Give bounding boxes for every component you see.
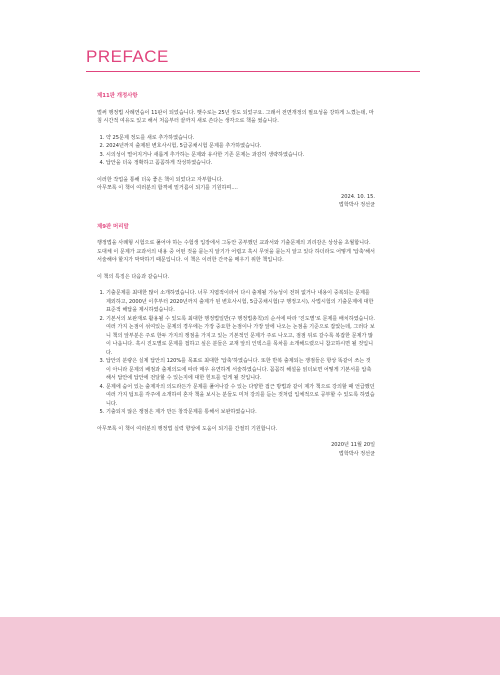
list-item: 1. 약 25문제 정도를 새로 추가하였습니다. bbox=[106, 134, 375, 143]
change-list bbox=[97, 134, 375, 168]
preface-body bbox=[97, 92, 375, 458]
title-divider bbox=[86, 71, 420, 72]
author-signature: 법학박사 정선균 bbox=[338, 202, 375, 208]
list-item: 2. 기본서의 보완재로 활용될 수 있도록 최대한 행정법일반(구 행정법총칙)의 순서에 따라 '진도별'로 문제를 배치하였습니다. 여러 가지 논점이 섞여있는 문제의 경우에는 가장 중요한 논점이나 가장 앞에 나오는 논점을 기준으로 잡았는데, 그러다 보니 책의 앞부분은 주로 한두 가지의 쟁점을 가지고 있는 기본적인 문제가 주로 나오고, 점점 뒤로 갈수록 복잡한 문제가 많이 나옵니다. 혹시 진도별로 문제를 접하고 싶은 분들은 교재 앞의 인덱스를 목차를 소개해드렸으니 참고하시면 될 것입니다. bbox=[106, 315, 375, 358]
list-item: 3. 시의성이 떨어지거나 새롭게 추가하는 문제와 유사한 기존 문제는 과감히 생략하였습니다. bbox=[106, 151, 375, 160]
closing-line: 이러한 작업을 통해 더욱 좋은 책이 되었다고 자부합니다. bbox=[97, 176, 224, 183]
page-title: PREFACE bbox=[86, 47, 169, 66]
closing-line: 아무쪼록 이 책이 여러분의 행정법 실력 향상에 도움이 되기를 간절히 기원합니다. bbox=[97, 425, 278, 432]
author-signature: 법학박사 정선균 bbox=[338, 450, 375, 457]
list-item: 1. 기출문제를 최대한 많이 소개하였습니다. 너무 지엽적이라서 다시 출제될 가능성이 전혀 없거나 내용이 중복되는 문제를 제외하고, 2000년 이후부터 2020년까지 출제가 된 변호사시험, 5급공채시험(구 행정고시), 사법시험의 기출문제에 대한 표준적 해답을 제시하였습니다. bbox=[106, 289, 375, 315]
footer-band bbox=[0, 617, 500, 675]
preface-date: 2020년 11월 20일 bbox=[331, 442, 375, 448]
section-heading: 제11판 개정사항 bbox=[97, 93, 138, 99]
features-intro: 이 책의 특징은 다음과 같습니다. bbox=[97, 273, 170, 280]
section-preface-9 bbox=[97, 223, 375, 459]
list-item: 4. 문제에 숨어 있는 출제자의 의도라든가 문제를 풀어나갈 수 있는 다양한 접근 방법과 같이 제가 책으로 강의할 때 언급했던 여러 가지 팁트를 각주에 소개하여 혼자 책을 보시는 분들도 미처 강의를 듣는 것처럼 입체적으로 공부할 수 있도록 하였습니다. bbox=[106, 383, 375, 409]
intro-paragraph: 벌써 행정법 사례연습이 11판이 되었습니다. 햇수로는 25년 정도 되었구요. 그래서 전면개정의 필요성을 강하게 느꼈는데, 마침 시간적 여유도 있고 해서 처음부터 끝까지 새로 쓴다는 생각으로 책을 썼습니다. bbox=[97, 109, 374, 124]
list-item: 2. 2024년까지 출제된 변호사시험, 5급공채시험 문제를 추가하였습니다. bbox=[106, 142, 375, 151]
section-revision-11 bbox=[97, 92, 375, 210]
list-item: 3. 답안의 분량은 실제 답안의 120%를 목표로 최대한 '압축'하였습니다. 또한 반복 출제되는 쟁점들은 항상 똑같이 쓰는 것이 아니라 문제의 배점과 출제의도에 따라 매우 유연하게 서술하였습니다. 꼼꼼히 해설을 읽더보면 어떻게 기본서를 압축해서 답안에 답안에 전달할 수 있는지에 대한 힌트를 얻게 될 것입니다. bbox=[106, 357, 375, 383]
section-heading: 제9판 머리말 bbox=[97, 223, 129, 230]
preface-date: 2024. 10. 15. bbox=[340, 193, 375, 200]
list-item: 5. 기출되지 않은 쟁점은 제가 만든 창작문제를 통해서 보완하였습니다. bbox=[106, 408, 375, 417]
intro-paragraph: 행정법을 사례형 시험으로 풀어야 하는 수험생 입장에서 그동안 공부했던 교과서와 기출문제의 괴리감은 상상을 초월합니다. 도대체 이 문제가 교과서의 내용 중 어떤 것을 묻는지 알기가 어렵고 혹시 무엇을 묻는지 알고 있다 하더라도 어떻게 '압축'해서 서술해야 할지가 막막하기 때문입니다. 이 책은 이러한 간극을 메우기 위한 책입니다. bbox=[97, 240, 375, 263]
feature-list bbox=[97, 289, 375, 417]
closing-line: 아무쪼록 이 책이 여러분의 합격에 밑거름이 되기를 기원하며.... bbox=[97, 185, 238, 191]
list-item: 4. 답안을 더욱 정확하고 꼼꼼하게 작성하였습니다. bbox=[106, 159, 375, 168]
